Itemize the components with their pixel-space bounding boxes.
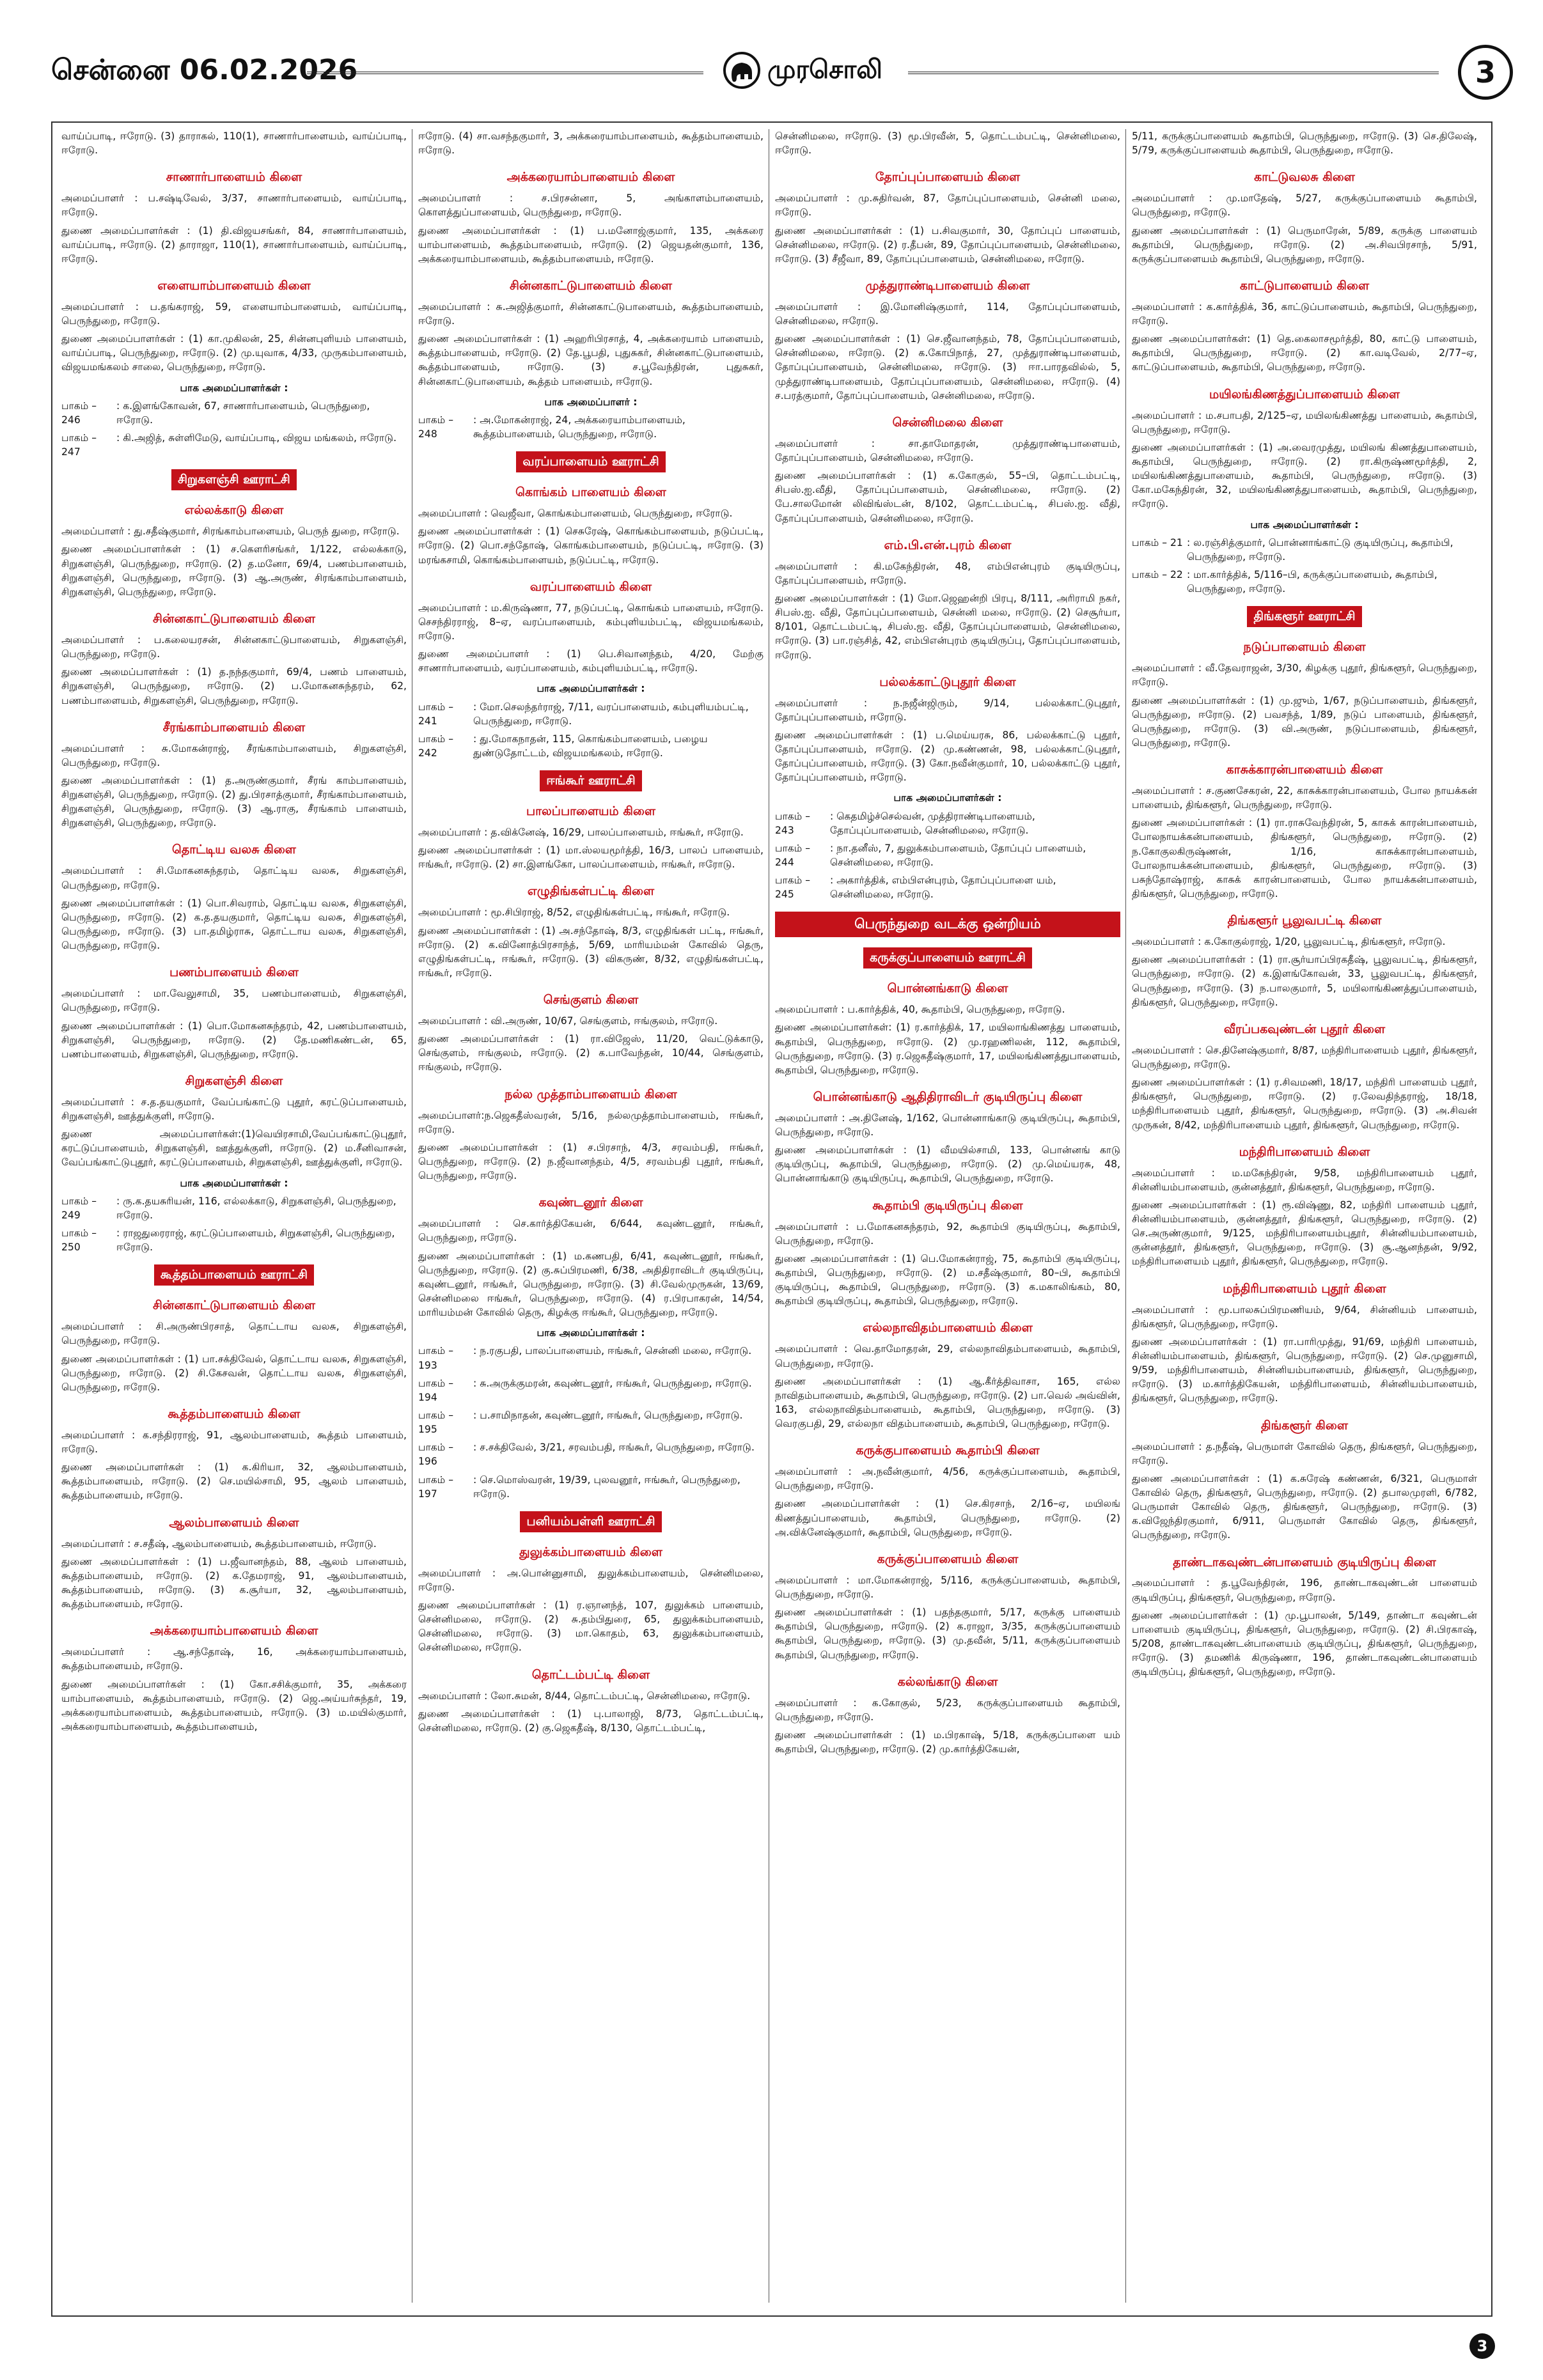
member-entry: துணை அமைப்பாளர்கள் : (1) அ.சந்தோஷ், 8/3, எழுதிங்கள் பட்டி, ஈங்கூர், ஈரோடு. (2) க.வினோத்பிரசாந்த், 5/69, மாரியம்மன் கோவில் தெரு, எழுதிங்கள்பட்டி, ஈங்கூர், ஈரோடு. (3) விகருண், 8/32, எழுதிங்கள்பட்டி, ஈங்கூர், ஈரோடு. [418,924,764,979]
branch-heading: சின்னகாட்டுபாளையம் கிளை [510,278,672,293]
member-entry: அமைப்பாளர் : லோ.சுமன், 8/44, தொட்டம்பட்டி, சென்னிமலை, ஈரோடு. [418,1690,751,1702]
branch-heading: சீரங்காம்பாளையம் கிளை [162,720,306,735]
subheading: பாக அமைப்பாளர்கள் : [537,683,645,695]
member-entry: அமைப்பாளர் : ச.சதீஷ், ஆலம்பாளையம், கூத்தம்பாளையம், ஈரோடு. [61,1537,377,1550]
booth-organizer-entry [418,732,764,760]
branch-heading: நடுப்பாளையம் கிளை [1243,640,1366,655]
branch-heading: எல்லநாவிதம்பாளையம் கிளை [863,1321,1033,1335]
newspaper-name: முரசொலி [767,55,882,84]
booth-organizer-entry [1132,536,1477,564]
member-entry: அமைப்பாளர் : ம.மகேந்திரன், 9/58, மந்திரிபாளையம் புதூர், சின்னியம்பாளையம், குன்னத்தூர், திங்களூர், பெருந்துறை, ஈரோடு. [1132,1167,1477,1193]
member-entry: துணை அமைப்பாளர்கள் : (1) ம.கணபதி, 6/41, கவுண்டனூர், ஈங்கூர், பெருந்துறை, ஈரோடு. (2) கு.சுப்பிரமணி, 6/38, அதிதிராவிடர் குடியிருப்பு, கவுண்டனூர், ஈங்கூர், பெருந்துறை, ஈரோடு. (3) சி.வேல்முருகன், 13/69, சென்னிமலை ஈங்கூர், பெருந்துறை, ஈரோடு. (4) ர.பிரபாகரன், 14/54, மாரியம்மன் கோவில் தெரு, கிழக்கு ஈங்கூர், பெருந்துறை, ஈரோடு. [418,1250,764,1319]
member-entry: அமைப்பாளர் : சி.மோகனசுந்தரம், தொட்டிய வலசு, சிறுகளஞ்சி, பெருந்துறை, ஈரோடு. [61,865,407,891]
member-entry: அமைப்பாளர் : ப.கார்த்திக், 40, கூதாம்பி, பெருந்துறை, ஈரோடு. [775,1004,1065,1016]
branch-heading: தோப்புப்பாளையம் கிளை [875,170,1021,185]
member-entry: சென்னிமலை, ஈரோடு. (3) மூ.பிரவீன், 5, தொட்டம்பட்டி, சென்னிமலை, ஈரோடு. [775,130,1120,157]
member-entry: துணை அமைப்பாளர்கள் : (1) கோ.சசிக்குமார், 35, அக்கரை யாம்பாளையம், கூத்தம்பாளையம், ஈரோடு. (2) ஜெ.அய்யர்சுந்தர், 19, அக்கரையாம்பாளையம், கூத்தம்பாளையம், ஈரோடு. (3) ம.மயில்குமார், அக்கரையாம்பாளையம், கூத்தம்பாளையம், [61,1678,407,1732]
member-entry: துணை அமைப்பாளர்கள் : (1) ம.பிரகாஷ், 5/18, கருக்குப்பாளை யம் கூதாம்பி, பெருந்துறை, ஈரோடு. (2) மு.கார்த்திகேயன், [775,1729,1120,1755]
booth-organizer-text: : க.இளங்கோவன், 67, சாணார்பாளையம், பெருந்துறை, ஈரோடு. [116,400,370,426]
member-entry: அமைப்பாளர் : ப.தங்கராஜ், 59, எளையாம்பாளையம், வாய்ப்பாடி, பெருந்துறை, ஈரோடு. [61,300,407,327]
member-entry: துணை அமைப்பாளர்கள்: (1) ர.கார்த்திக், 17, மயிலாங்கிணத்து பாளையம், கூதாம்பி, பெருந்துறை, ஈரோடு. (2) மு.ரஹணிலன், 112, கூதாம்பி, பெருந்துறை, ஈரோடு. (3) ர.ஜெகதீஷ்குமார், 17, மயிலங்கிணத்துபாளையம், கூதாம்பி, பெருந்துறை, ஈரோடு. [775,1022,1120,1076]
member-entry: அமைப்பாளர் : மா.மோகன்ராஜ், 5/116, கருக்குப்பாளையம், கூதாம்பி, பெருந்துறை, ஈரோடு. [775,1574,1120,1600]
member-entry: துணை அமைப்பாளர்கள் : (1) ப.ஜீவானந்தம், 88, ஆலம் பாளையம், கூத்தம்பாளையம், ஈரோடு. (2) க.தேமராஜ், 91, ஆலம்பாளையம், கூத்தம்பாளையம், ஈரோடு. (3) க.சூர்யா, 32, ஆலம்பாளையம், கூத்தம்பாளையம், ஈரோடு. [61,1555,407,1610]
booth-organizer-entry [418,413,764,441]
branch-heading: கவுண்டனூர் கிளை [538,1195,643,1210]
member-entry: அமைப்பாளர் : ச.பிரசன்னா, 5, அங்காளம்பாளையம், கொளத்துப்பாளையம், பெருந்துறை, ஈரோடு. [418,192,764,219]
booth-organizer-text: : ராஜதுரைராஜ், கரட்டுப்பாளையம், சிறுகளஞ்சி, பெருந்துறை, ஈரோடு. [116,1227,395,1254]
booth-number: பாகம் – 241 [418,701,454,727]
branch-heading: மந்திரிபாளையம் கிளை [1239,1144,1370,1159]
booth-number: பாகம் – 249 [61,1195,97,1221]
branch-heading: பாலப்பாளையம் கிளை [526,804,656,819]
panchayat-banner: திங்களூர் ஊராட்சி [1247,606,1361,627]
branch-heading: கூத்தம்பாளையம் கிளை [168,1406,301,1421]
member-entry: அமைப்பாளர் : க.கார்த்திக், 36, காட்டுப்பாளையம், கூதாம்பி, பெருந்துறை, ஈரோடு. [1132,300,1477,327]
member-entry: துணை அமைப்பாளர்கள் : (1) அஹரிபிரசாத், 4, அக்கரையாம் பாளையம், கூத்தம்பாளையம், ஈரோடு. (2) தே.பூபதி, புதுசுகர், சின்னகாட்டுபாளையம், கூத்தம்பாளையம், ஈரோடு. (3) ச.பூவேந்திரன், புதுசுகர், சின்னகாட்டுபாளையம், கூத்தம் பாளையம், ஈரோடு. [418,333,764,387]
member-entry: அமைப்பாளர் : ச.குணசேகரன், 22, காசுக்காரன்பாளையம், போல நாயக்கன் பாளையம், திங்களூர், பெருந்துறை, ஈரோடு. [1132,785,1477,811]
page-number-badge: 3 [1458,45,1513,100]
member-entry: அமைப்பாளர் : மா.வேலுசாமி, 35, பணம்பாளையம், சிறுகளஞ்சி, பெருந்துறை, ஈரோடு. [61,988,407,1014]
elephant-logo-icon [723,51,761,89]
member-entry: துணை அமைப்பாளர்கள் : (1) க.சுரேஷ் கண்ணன், 6/321, பெருமாள் கோவில் தெரு, திங்களூர், பெருந்துறை, ஈரோடு. (2) தபாலமுரளி, 6/782, பெருமாள் கோவில் தெரு, திங்களூர், பெருந்துறை, ஈரோடு. (3) க.விஜேந்திரகுமார், 6/911, பெருமாள் கோவில் தெரு, திங்களூர், பெருந்துறை, ஈரோடு. [1132,1472,1477,1541]
member-entry: அமைப்பாளர் : வெஜீவா, கொங்கம்பாளையம், பெருந்துறை, ஈரோடு. [418,508,733,520]
member-entry: துணை அமைப்பாளர்கள் : (1) ச.கௌரிசங்கர், 1/122, எல்லக்காடு, சிறுகளஞ்சி, பெருந்துறை, ஈரோடு. (2) த.மனோ, 69/4, பணம்பாளையம், சிறுகளஞ்சி, பெருந்துறை, ஈரோடு. (3) ஆ.அருண், சிரங்காம்பாளையம், சிறுகளஞ்சி, பெருந்துறை, ஈரோடு. [61,543,407,598]
member-entry: துணை அமைப்பாளர்கள் : (1) ரா.பாரிமுத்து, 91/69, மந்திரி பாளையம், சின்னியம்பாளையம், திங்களூர், பெருந்துறை, ஈரோடு. (2) செ.முனுசாமி, 9/59, மந்திரிபாளையம், சின்னியம்பாளையம், திங்களூர், பெருந்துறை, ஈரோடு. (3) ம.கார்த்திகேயன், மந்திரிபாளையம், சின்னியம்பாளையம், திங்களூர், பெருந்துறை, ஈரோடு. [1132,1335,1477,1404]
branch-heading: மயிலங்கிணத்துப்பாளையம் கிளை [1209,387,1400,401]
branch-heading: கொங்கம் பாளையம் கிளை [515,485,666,500]
member-entry: அமைப்பாளர் : க.கோகுல்ராஜ், 1/20, பூலுவபட்டி, திங்களூர், ஈரோடு. [1132,936,1446,948]
branch-heading: தாண்டாகவுண்டன்பாளையம் குடியிருப்பு கிளை [1173,1555,1436,1569]
booth-organizer-text: : சு.அருக்குமரன், கவுண்டனூர், ஈங்கூர், பெருந்துறை, ஈரோடு. [473,1377,752,1389]
column-4 [1132,129,1477,2303]
member-entry: அமைப்பாளர் : மூ.பாலசுப்பிரமணியம், 9/64, சின்னியம் பாளையம், திங்களூர், பெருந்துறை, ஈரோடு. [1132,1303,1477,1330]
branch-heading: காட்டுபாளையம் கிளை [1239,278,1370,293]
member-entry: அமைப்பாளர் : சு.அஜித்குமார், சின்னகாட்டுபாளையம், கூத்தம்பாளையம், ஈரோடு. [418,300,764,327]
member-entry: அமைப்பாளர் : இ.மோனிஷ்குமார், 114, தோப்புப்பாளையம், சென்னிமலை, ஈரோடு. [775,300,1120,327]
member-entry: வாய்ப்பாடி, ஈரோடு. (3) தாராகல், 110(1), சாணார்பாளையம், வாய்ப்பாடி, ஈரோடு. [61,130,407,157]
member-entry: அமைப்பாளர் : சி.அருண்பிரசாத், தொட்டாய வலசு, சிறுகளஞ்சி, பெருந்துறை, ஈரோடு. [61,1321,407,1347]
member-entry: ஈரோடு. (4) சா.வசந்தகுமார், 3, அக்கரையாம்பாளையம், கூத்தம்பாளையம், ஈரோடு. [418,130,764,157]
member-entry: 5/11, கருக்குப்பாளையம் கூதாம்பி, பெருந்துறை, ஈரோடு. (3) செ.திலேஷ், 5/79, கருக்குப்பாளையம் கூதாம்பி, பெருந்துறை, ஈரோடு. [1132,130,1477,157]
booth-number: பாகம் – 22 [1132,569,1183,580]
branch-heading: எல்லக்காடு கிளை [184,503,284,518]
member-entry: அமைப்பாளர் : சா.தாமோதரன், முத்துராண்டிபாளையம், தோப்புப்பாளையம், சென்னிமலை, ஈரோடு. [775,437,1120,464]
branch-heading: வீரப்பகவுண்டன் புதூர் கிளை [1223,1022,1386,1036]
booth-organizer-text: : கி.அஜித், சுள்ளிமேடு, வாய்ப்பாடி, விஜய மங்கலம், ஈரோடு. [116,432,397,444]
member-entry: துணை அமைப்பாளர்கள் : (1) ப.சிவகுமார், 30, தோப்புப் பாளையம், சென்னிமலை, ஈரோடு. (2) ர.தீபன், 89, தோப்புப்பாளையம், சென்னிமலை, ஈரோடு. (3) சீஜீவா, 89, தோப்புப்பாளையம், சென்னிமலை, ஈரோடு. [775,224,1120,265]
booth-organizer-entry [418,1473,764,1501]
member-entry: துணை அமைப்பாளர்கள் : (1) த.அருண்குமார், சீரங் காம்பாளையம், சிறுகளஞ்சி, பெருந்துறை, ஈரோடு. (2) து.பிரசாத்குமார், சீரங்காம்பாளையம், சிறுகளஞ்சி, பெருந்துறை, ஈரோடு. (3) ஆ.ராகு, சீரங்காம் பாளையம், சிறுகளஞ்சி, பெருந்துறை, ஈரோடு. [61,774,407,829]
booth-organizer-entry [61,1194,407,1222]
member-entry: அமைப்பாளர் : ம.சபாபதி, 2/125–ஏ, மயிலங்கிணத்து பாளையம், கூதாம்பி, பெருந்துறை, ஈரோடு. [1132,409,1477,435]
member-entry: துணை அமைப்பாளர்கள் : (1) த.நந்தகுமார், 69/4, பணம் பாளையம், சிறுகளஞ்சி, பெருந்துறை, ஈரோடு. (2) ப.மோகனசுந்தரம், 62, பணம்பாளையம், சிறுகளஞ்சி, பெருந்துறை, ஈரோடு. [61,666,407,706]
member-entry: துணை அமைப்பாளர்கள் : (1) ச.பிரசாந், 4/3, சரவம்பதி, ஈங்கூர், பெருந்துறை, ஈரோடு. (2) ந.ஜீவானந்தம், 4/5, சரவம்பதி புதூர், ஈங்கூர், பெருந்துறை, ஈரோடு. [418,1141,764,1182]
booth-organizer-text: : ப.சாமிநாதன், கவுண்டனூர், ஈங்கூர், பெருந்துறை, ஈரோடு. [473,1409,743,1421]
booth-organizer-entry [61,399,407,427]
member-entry: துணை அமைப்பாளர்கள் : (1) பா.சக்திவேல், தொட்டாய வலசு, சிறுகளஞ்சி, பெருந்துறை, ஈரோடு. (2) சி.கேசவன், தொட்டாய வலசு, சிறுகளஞ்சி, பெருந்துறை, ஈரோடு. [61,1353,407,1393]
booth-number: பாகம் – 243 [775,810,811,836]
booth-organizer-text: : ல.ரஞ்சித்குமார், பொன்னாங்காட்டு குடியிருப்பு, கூதாம்பி, பெருந்துறை, ஈரோடு. [1187,536,1453,563]
branch-heading: திங்களூர் பூலுவபட்டி கிளை [1227,914,1382,928]
branch-heading: தொட்டம்பட்டி கிளை [531,1667,650,1682]
member-entry: துணை அமைப்பாளர்கள் : (1) பதந்தகுமார், 5/17, கருக்கு பாளையம் கூதாம்பி, பெருந்துறை, ஈரோடு. (2) க.ராஜா, 3/35, கருக்குப்பாளையம் கூதாம்பி, பெருந்துறை, ஈரோடு. (3) மு.தவீன், 5/11, கருக்குப்பாளையம் கூதாம்பி, பெருந்துறை, ஈரோடு. [775,1606,1120,1661]
branch-heading: கருக்குபாளையம் கூதாம்பி கிளை [856,1443,1040,1458]
member-entry: அமைப்பாளர்:ந.ஜெகதீஸ்வரன், 5/16, நல்லமுத்தாம்பாளையம், ஈங்கூர், ஈரோடு. [418,1109,764,1135]
member-entry: அமைப்பாளர் : அ.பொன்னுசாமி, துலுக்கம்பாளையம், சென்னிமலை, ஈரோடு. [418,1567,764,1593]
branch-heading: செங்குளம் கிளை [543,993,639,1007]
member-entry: அமைப்பாளர் : த.நதீஷ், பெருமாள் கோவில் தெரு, திங்களூர், பெருந்துறை, ஈரோடு. [1132,1440,1477,1466]
booth-number: பாகம் – 193 [418,1345,454,1371]
booth-organizer-text: : கெதமிழ்ச்செல்வன், முத்திராண்டிபாளையம், தோப்புப்பாளையம், சென்னிமலை, ஈரோடு. [830,810,1035,836]
panchayat-banner: ஈங்கூர் ஊராட்சி [540,770,641,791]
column-2 [418,129,764,2303]
branch-heading: சின்னகாட்டுபாளையம் கிளை [153,1298,315,1313]
member-entry: அமைப்பாளர் : சு.மோகன்ராஜ், சீரங்காம்பாளையம், சிறுகளஞ்சி, பெருந்துறை, ஈரோடு. [61,742,407,768]
subheading: பாக அமைப்பாளர்கள் : [537,1327,645,1339]
member-entry: துணை அமைப்பாளர்கள் : (1) மு.பூபாலன், 5/149, தாண்டா கவுண்டன் பாளையம் குடியிருப்பு, திங்களூர், பெருந்துறை, ஈரோடு. (2) சி.பிரகாஷ், 5/208, தாண்டாகவுண்டன்பாளையம் குடியிருப்பு, திங்களூர், பெருந்துறை, ஈரோடு. (3) தமணிக் கிருஷ்ணா, 196, தாண்டாகவுண்டன்பாளையம் குடியிருப்பு, திங்களூர், பெருந்துறை, ஈரோடு. [1132,1609,1477,1678]
branch-heading: திங்களூர் கிளை [1260,1418,1349,1433]
booth-organizer-entry [775,873,1120,901]
page-body [51,121,1492,2317]
member-entry: அமைப்பாளர் : ந.நஜீன்ஜிரும், 9/14, பல்லக்காட்டுபுதூர், தோப்புப்பாளையம், ஈரோடு. [775,697,1120,723]
member-entry: துணை அமைப்பாளர்கள் : (1) பொ.சிவராம், தொட்டிய வலசு, சிறுகளஞ்சி, பெருந்துறை, ஈரோடு. (2) க.த.தயகுமார், தொட்டிய வலசு, சிறுகளஞ்சி, பெருந்துறை, ஈரோடு. (3) பா.தமிழ்ராசு, தொட்டாய வலசு, சிறுகளஞ்சி, பெருந்துறை, ஈரோடு. [61,897,407,952]
branch-heading: சென்னிமலை கிளை [892,415,1003,430]
branch-heading: பல்லக்காட்டுபுதூர் கிளை [879,674,1016,689]
footer-page-number: 3 [1469,2333,1495,2359]
member-entry: அமைப்பாளர் : மூ.சிபிராஜ், 8/52, எழுதிங்கள்பட்டி, ஈங்கூர், ஈரோடு. [418,906,730,919]
booth-organizer-text: : ந.ரகுபதி, பாலப்பாளையம், ஈங்கூர், சென்னி மலை, ஈரோடு. [473,1345,752,1357]
member-entry: அமைப்பாளர் : செ.தினேஷ்குமார், 8/87, மந்திரிபாளையம் புதூர், திங்களூர், பெருந்துறை, ஈரோடு. [1132,1044,1477,1070]
booth-organizer-entry [61,431,407,459]
member-entry: துணை அமைப்பாளர்கள்:(1)வெயிரசாமி,வேப்பங்காட்டுபுதூர், கரட்டுப்பாளையம், சிறுகளஞ்சி, ஊத்துக்குளி, ஈரோடு. (2) ம.சீனிவாசன், வேப்பங்காட்டுபுதூர், கரட்டுப்பாளையம், சிறுகளஞ்சி, ஊத்துக்குளி, ஈரோடு. [61,1128,407,1169]
panchayat-banner: கூத்தம்பாளையம் ஊராட்சி [154,1264,314,1286]
branch-heading: கருக்குப்பாளையம் கிளை [877,1552,1019,1566]
member-entry: துணை அமைப்பாளர்கள் : (1) பெ.மோகன்ராஜ், 75, கூதாம்பி குடியிருப்பு, கூதாம்பி, பெருந்துறை, ஈரோடு. (2) ம.சதீஷ்குமார், 80–பி, கூதாம்பி குடியிருப்பு, கூதாம்பி, பெருந்துறை, ஈரோடு. (3) க.மகாலிங்கம், 80, கூதாம்பி குடியிருப்பு, கூதாம்பி, பெருந்துறை, ஈரோடு. [775,1252,1120,1307]
column-divider [1125,129,1126,2303]
member-entry: அமைப்பாளர் : து.சதீஷ்குமார், சிரங்காம்பாளையம், பெருந் துறை, ஈரோடு. [61,525,400,538]
booth-number: பாகம் – 195 [418,1409,454,1436]
branch-heading: சாணார்பாளையம் கிளை [166,170,302,185]
branch-heading: சின்னகாட்டுபாளையம் கிளை [153,611,315,626]
member-entry: அமைப்பாளர் : ப.கலையரசன், சின்னகாட்டுபாளையம், சிறுகளஞ்சி, பெருந்துறை, ஈரோடு. [61,634,407,660]
member-entry: அமைப்பாளர் : அ.நவீன்குமார், 4/56, கருக்குப்பாளையம், கூதாம்பி, பெருந்துறை, ஈரோடு. [775,1466,1120,1492]
member-entry: அமைப்பாளர் : க.சந்திரராஜ், 91, ஆலம்பாளையம், கூத்தம் பாளையம், ஈரோடு. [61,1429,407,1456]
subheading: பாக அமைப்பாளர்கள் : [1250,518,1359,531]
member-entry: துணை அமைப்பாளர்கள் : (1) மா.ஸ்லயமூர்த்தி, 16/3, பாலப் பாளையம், ஈங்கூர், ஈரோடு. (2) சா.இளங்கோ, பாலப்பாளையம், ஈங்கூர், ஈரோடு. [418,844,764,871]
branch-heading: கல்லங்காடு கிளை [897,1674,998,1689]
member-entry: துணை அமைப்பாளர்கள் : (1) அ.வைரமுத்து, மயிலங் கிணத்துபாளையம், கூதாம்பி, பெருந்துறை, ஈரோடு. (2) ரா.கிருஷ்ணமூர்த்தி, 2, மயிலங்கிணத்துபாளையம், கூதாம்பி, பெருந்துறை, ஈரோடு. (3) கோ.மகேந்திரன், 32, மயிலங்கிணத்துபாளையம், கூதாம்பி, பெருந்துறை, ஈரோடு. [1132,441,1477,510]
member-entry: அமைப்பாளர் : க.கோகுல், 5/23, கருக்குப்பாளையம் கூதாம்பி, பெருந்துறை, ஈரோடு. [775,1697,1120,1723]
member-entry: துணை அமைப்பாளர்கள் : (1) வீமயில்சாமி, 133, பொன்னங் காடு குடியிருப்பு, கூதாம்பி, பெருந்துறை, ஈரோடு. (2) மு.மெய்யரசு, 48, பொன்னாங்காடு குடியிருப்பு, கூதாம்பி, பெருந்துறை, ஈரோடு. [775,1144,1120,1185]
member-entry: அமைப்பாளர் : வி.அருண், 10/67, செங்குளம், ஈங்குலம், ஈரோடு. [418,1015,718,1027]
booth-number: பாகம் – 21 [1132,536,1183,548]
member-entry: துணை அமைப்பாளர்கள் : (1) ஆ.கீர்த்திவாசா, 165, எல்ல நாவிதம்பாளையம், கூதாம்பி, பெருந்துறை, ஈரோடு. (2) பா.வெல் அவ்வின், 163, எல்லநாவிதம்பாளையம், கூதாம்பி, பெருந்துறை, ஈரோடு. (3) வெரகுபதி, 29, எல்லநா விதம்பாளையம், கூதாம்பி, பெருந்துறை, ஈரோடு. [775,1375,1120,1430]
branch-heading: மந்திரிபாளையம் புதூர் கிளை [1223,1281,1386,1296]
member-entry: அமைப்பாளர் : ப.சஷ்டிவேல், 3/37, சாணார்பாளையம், வாய்ப்பாடி, ஈரோடு. [61,192,407,219]
member-entry: அமைப்பாளர் : வீ.தேவராஜன், 3/30, கிழக்கு புதூர், திங்களூர், பெருந்துறை, ஈரோடு. [1132,662,1477,688]
member-entry: துணை அமைப்பாளர்கள் : (1) செ.கிரசாந், 2/16–ஏ, மயிலங் கிணத்துப்பாளையம், கூதாம்பி, பெருந்துறை, ஈரோடு. (2) அ.விக்னேஷ்குமார், கூதாம்பி, பெருந்துறை, ஈரோடு. [775,1498,1120,1538]
member-entry: துணை அமைப்பாளர்கள் : (1) ப.மெய்யரசு, 86, பல்லக்காட்டு புதூர், தோப்புப்பாளையம், ஈரோடு. (2) மு.கண்ணன், 98, பல்லக்காட்டுபுதூர், தோப்புப்பாளையம், ஈரோடு. (3) கோ.நவீன்குமார், 10, பல்லக்காட்டு புதூர், தோப்புப்பாளையம், ஈரோடு. [775,729,1120,784]
branch-heading: சிறுகளஞ்சி கிளை [185,1073,283,1088]
member-entry: அமைப்பாளர் : மு.சுதிர்வன், 87, தோப்புப்பாளையம், சென்னி மலை, ஈரோடு. [775,192,1120,219]
member-entry: துணை அமைப்பாளர்கள் : (1) ர.ஞானந்த், 107, துலுக்கம் பாளையம், சென்னிமலை, ஈரோடு. (2) சு.தம்பிதுரை, 65, துலுக்கம்பாளையம், சென்னிமலை, ஈரோடு. (3) மா.கொதம், 63, துலுக்கம்பாளையம், சென்னிமலை, ஈரோடு. [418,1599,764,1654]
booth-number: பாகம் – 248 [418,414,454,440]
member-entry: துணை அமைப்பாளர்கள் : (1) தி.விஜயசங்கர், 84, சாணார்பாளையம், வாய்ப்பாடி, ஈரோடு. (2) தாராஜா, 110(1), சாணார்பாளையம், வாய்ப்பாடி, ஈரோடு. [61,224,407,265]
member-entry: துணை அமைப்பாளர்கள் : (1) ரா.ராசுவேந்திரன், 5, காசுக் காரன்பாளையம், போலநாயக்கன்பாளையம், திங்களூர், பெருந்துறை, ஈரோடு. (2) ந.கோகுலகிருஷ்ணன், 1/16, காசுக்காரன்பாளையம், போலநாயக்கன்பாளையம், திங்களூர், பெருந்துறை, ஈரோடு. (3) பசுந்தோஷ்ராஜ், காசுக் காரன்பாளையம், போல நாயக்கன்பாளையம், திங்களூர், பெருந்துறை, ஈரோடு. [1132,817,1477,900]
booth-organizer-entry [418,1376,764,1404]
masthead-rule-left [307,72,703,74]
member-entry: துணை அமைப்பாளர்கள் : (1) ரூ.விஷ்ணு, 82, மந்திரி பாளையம் புதூர், சின்னியம்பாளையம், குன்னத்தூர், திங்களூர், பெருந்துறை, ஈரோடு. (2) செ.அருண்குமார், 9/125, மந்திரிபாளையம்புதூர், சின்னியம்பாளையம், குன்னத்தூர், திங்களூர், பெருந்துறை, ஈரோடு. (3) சூ.ஆனந்தன், 9/92, மந்திரிபாளையம் புதூர், திங்களூர், பெருந்துறை, ஈரோடு. [1132,1199,1477,1268]
member-entry: அமைப்பாளர் : ம.கிருஷ்ணா, 77, நடுப்பட்டி, கொங்கம் பாளையம், ஈரோடு. செசந்திரராஜ், 8–ஏ, வரப்பாளையம், கம்புளியம்பட்டி, விஜயமங்கலம், ஈரோடு. [418,602,764,642]
booth-number: பாகம் – 197 [418,1474,454,1500]
branch-heading: எளையாம்பாளையம் கிளை [157,278,311,293]
booth-organizer-entry [775,841,1120,869]
subheading: பாக அமைப்பாளர்கள் : [180,1177,288,1189]
member-entry: துணை அமைப்பாளர்கள் : (1) கா.முகிலன், 25, சின்னபுளியம் பாளையம், வாய்ப்பாடி, பெருந்துறை, ஈரோடு. (2) மு.யுவாக, 4/33, முருகம்பாளையம், விஜயமங்கலம் சாலை, பெருந்துறை, ஈரோடு. [61,333,407,373]
member-entry: துணை அமைப்பாளர் : (1) பெ.சிவானந்தம், 4/20, மேற்கு சாணார்பாளையம், வரப்பாளையம், கம்புளியம்பட்டி, ஈரோடு. [418,648,764,674]
branch-heading: ஆலம்பாளையம் கிளை [169,1515,299,1530]
branch-heading: துலுக்கம்பாளையம் கிளை [519,1544,662,1559]
branch-heading: பொன்னங்காடு கிளை [887,981,1008,996]
member-entry: அமைப்பாளர் : அ.தினேஷ், 1/162, பொன்னாங்காடு குடியிருப்பு, கூதாம்பி, பெருந்துறை, ஈரோடு. [775,1112,1120,1139]
member-entry: அமைப்பாளர் : வெ.தாமோதரன், 29, எல்லநாவிதம்பாளையம், கூதாம்பி, பெருந்துறை, ஈரோடு. [775,1343,1120,1369]
member-entry: அமைப்பாளர் : த.பூவேந்திரன், 196, தாண்டாகவுண்டன் பாளையம் குடியிருப்பு, திங்களூர், பெருந்துறை, ஈரோடு. [1132,1577,1477,1603]
member-entry: துணை அமைப்பாளர்கள் : (1) செசுரேஷ், கொங்கம்பாளையம், நடுப்பட்டி, ஈரோடு. (2) பொ.சந்தோஷ், கொங்கம்பாளையம், நடுப்பட்டி, ஈரோடு. (3) மரங்கசாமி, கொங்கம்பாளையம், நடுப்பட்டி, ஈரோடு. [418,525,764,566]
member-entry: துணை அமைப்பாளர்கள் : (1) பொ.மோகனசுந்தரம், 42, பணம்பாளையம், சிறுகளஞ்சி, பெருந்துறை, ஈரோடு. (2) தே.மணிகண்டன், 65, பணம்பாளையம், சிறுகளஞ்சி, பெருந்துறை, ஈரோடு. [61,1020,407,1060]
panchayat-banner: பனியம்பள்ளி ஊராட்சி [520,1511,661,1532]
booth-organizer-text: : அகார்த்திக், எம்பிஎன்புரம், தோப்புப்பாளை யம், சென்னிமலை, ஈரோடு. [830,875,1056,901]
branch-heading: எம்.பி.என்.புரம் கிளை [884,538,1012,552]
booth-organizer-text: : அ.மோகன்ராஜ், 24, அக்கரையாம்பாளையம், கூத்தம்பாளையம், பெருந்துறை, ஈரோடு. [473,414,685,440]
panchayat-banner: கருக்குப்பாளையம் ஊராட்சி [863,947,1032,968]
booth-number: பாகம் – 242 [418,733,454,759]
member-entry: துணை அமைப்பாளர்கள்: (1) தெ.கைலாசமூர்த்தி, 80, காட்டு பாளையம், கூதாம்பி, பெருந்துறை, ஈரோடு. (2) கா.வடிவேல், 2/77–ஏ, காட்டுப்பாளையம், கூதாம்பி, பெருந்துறை, ஈரோடு. [1132,333,1477,373]
member-entry: அமைப்பாளர் : ப.மோகனசுந்தரம், 92, கூதாம்பி குடியிருப்பு, கூதாம்பி, பெருந்துறை, ஈரோடு. [775,1220,1120,1247]
booth-organizer-text: : மா.கார்த்திக், 5/116–பி, கருக்குப்பாளையம், கூதாம்பி, பெருந்துறை, ஈரோடு. [1187,569,1437,595]
member-entry: துணை அமைப்பாளர்கள் : (1) க.கிரியா, 32, ஆலம்பாளையம், கூத்தம்பாளையம், ஈரோடு. (2) செ.மயில்சாமி, 95, ஆலம் பாளையம், கூத்தம்பாளையம், ஈரோடு. [61,1461,407,1502]
branch-heading: முத்துராண்டிபாளையம் கிளை [865,278,1030,293]
member-entry: துணை அமைப்பாளர்கள் : (1) ப.மனோஜ்குமார், 135, அக்கரை யாம்பாளையம், கூத்தம்பாளையம், ஈரோடு. (2) ஜெயதன்குமார், 136, அக்கரையாம்பாளையம், கூத்தம்பாளையம், ஈரோடு. [418,224,764,265]
booth-number: பாகம் – 244 [775,842,811,869]
member-entry: அமைப்பாளர் : செ.கார்த்திகேயன், 6/644, கவுண்டனூர், ஈங்கூர், பெருந்துறை, ஈரோடு. [418,1218,764,1244]
member-entry: துணை அமைப்பாளர்கள் : (1) மு.ஜும், 1/67, நடுப்பாளையம், திங்களூர், பெருந்துறை, ஈரோடு. (2) பவசந்த், 1/89, நடுப் பாளையம், திங்களூர், பெருந்துறை, ஈரோடு. (3) வி.அருண், நடுப்பாளையம், திங்களூர், பெருந்துறை, ஈரோடு. [1132,694,1477,749]
booth-organizer-entry [775,809,1120,837]
booth-organizer-entry [418,1408,764,1436]
booth-organizer-text: : து.மோகநாதன், 115, கொங்கம்பாளையம், பழைய துண்டுதோட்டம், விஜயமங்கலம், ஈரோடு. [473,733,708,759]
member-entry: துணை அமைப்பாளர்கள் : (1) ரா.சூர்யாப்பிரகதீஷ், பூலுவபட்டி, திங்களூர், பெருந்துறை, ஈரோடு. (2) க.இளங்கோவன், 33, பூலுவபட்டி, திங்களூர், பெருந்துறை, ஈரோடு. (3) ந.பாலகுமார், 5, மயிலாங்கிணத்துப்பாளையம், திங்களூர், பெருந்துறை, ஈரோடு. [1132,954,1477,1008]
branch-heading: பொன்னங்காடு ஆதிதிராவிடர் குடியிருப்பு கிளை [813,1089,1083,1104]
branch-heading: அக்கரையாம்பாளையம் கிளை [506,170,675,185]
edition-date: சென்னை 06.02.2026 [51,54,358,86]
booth-number: பாகம் – 245 [775,875,811,901]
panchayat-banner: வரப்பாளையம் ஊராட்சி [516,451,665,472]
member-entry: துணை அமைப்பாளர்கள் : (1) க.கோகுல், 55–பி, தொட்டம்பட்டி, சிபஸ்.ஐ.வீதி, தோப்புப்பாளையம், சென்னிமலை, ஈரோடு. (2) பே.சாலமோன் லிவிங்ஸ்டன், 8/102, தொட்டம்பட்டி, சிபஸ்.ஐ. வீதி, தோப்புப்பாளையம், சென்னிமலை, ஈரோடு. [775,470,1120,524]
booth-organizer-entry [418,1344,764,1372]
booth-number: பாகம் – 246 [61,400,97,426]
member-entry: துணை அமைப்பாளர்கள் : (1) ர.சிவமணி, 18/17, மந்திரி பாளையம் புதூர், திங்களூர், பெருந்துறை, ஈரோடு. (2) ர.லேவதிந்தராஜ், 18/18, மந்திரிபாளையம் புதூர், திங்களூர், பெருந்துறை, ஈரோடு. (3) அ.சிவன் முருகன், 8/42, மந்திரிபாளையம் புதூர், திங்களூர், பெருந்துறை, ஈரோடு. [1132,1077,1477,1131]
booth-organizer-entry [1132,568,1477,596]
branch-heading: காட்டுவலசு கிளை [1254,170,1355,185]
member-entry: அமைப்பாளர் : மு.மாதேஷ், 5/27, கருக்குப்பாளையம் கூதாம்பி, பெருந்துறை, ஈரோடு. [1132,192,1477,219]
union-banner: பெருந்துறை வடக்கு ஒன்றியம் [775,912,1120,937]
branch-heading: காசுக்காரன்பாளையம் கிளை [1226,763,1383,777]
booth-organizer-entry [418,700,764,728]
member-entry: துணை அமைப்பாளர்கள் : (1) செ.ஜீவானந்தம், 78, தோப்புப்பாளையம், சென்னிமலை, ஈரோடு. (2) க.கோபிநாத், 27, முத்துராண்டிபாளையம், தோப்புப்பாளையம், சென்னிமலை, ஈரோடு. (3) ஈா.பாரதவில்ல், 5, முத்துராண்டிபாளையம், தோப்புப்பாளையம், சென்னிமலை, ஈரோடு. (4) ச.பரத்குமார், தோப்புப்பாளையம், சென்னிமலை, ஈரோடு. [775,333,1120,401]
booth-number: பாகம் – 247 [61,432,97,458]
booth-number: பாகம் – 196 [418,1442,454,1468]
member-entry: துணை அமைப்பாளர்கள் : (1) மோ.ஜெஹன்றி பிரபு, 8/111, அரிராமி நகர், சிபஸ்.ஐ. வீதி, தோப்புப்பாளையம், சென்னி மலை, ஈரோடு. (2) செசூர்யா, 8/101, தொட்டம்பட்டி, சிபஸ்.ஐ. வீதி, தோப்புப்பாளையம், சென்னிமலை, ஈரோடு. (3) பா.ரஞ்சித், 42, எம்பிஎன்புரம் குடியிருப்பு, தோப்புப்பாளையம், ஈரோடு. [775,592,1120,661]
member-entry: துணை அமைப்பாளர்கள் : (1) ரா.விஜேஸ், 11/20, வெட்டுக்காடு, செங்குளம், ஈங்குலம், ஈரோடு. (2) க.பாவேந்தன், 10/44, செங்குளம், ஈங்குலம், ஈரோடு. [418,1033,764,1073]
subheading: பாக அமைப்பாளர்கள் : [893,792,1002,804]
member-entry: அமைப்பாளர் : கி.மகேந்திரன், 48, எம்பிஎன்புரம் குடியிருப்பு, தோப்புப்பாளையம், ஈரோடு. [775,560,1120,586]
booth-organizer-text: : மோ.செலந்தர்ராஜ், 7/11, வரப்பாளையம், கம்புளியம்பட்டி, பெருந்துறை, ஈரோடு. [473,701,749,727]
branch-heading: பணம்பாளையம் கிளை [169,965,299,980]
booth-number: பாகம் – 194 [418,1377,454,1403]
booth-organizer-text: : ச.சக்திவேல், 3/21, சரவம்பதி, ஈங்கூர், பெருந்துறை, ஈரோடு. [473,1442,755,1454]
branch-heading: எழுதிங்கள்பட்டி கிளை [527,884,655,899]
booth-organizer-text: : செ.மொஸ்வரன், 19/39, புலவனூர், ஈங்கூர், பெருந்துறை, ஈரோடு. [473,1474,740,1500]
masthead-rule-right [908,72,1439,74]
booth-organizer-entry [418,1440,764,1468]
member-entry: அமைப்பாளர் : த.விக்னேஷ், 16/29, பாலப்பாளையம், ஈங்கூர், ஈரோடு. [418,827,744,838]
branch-heading: வரப்பாளையம் கிளை [529,579,652,594]
panchayat-banner: சிறுகளஞ்சி ஊராட்சி [171,469,297,490]
branch-heading: அக்கரையாம்பாளையம் கிளை [150,1624,318,1638]
booth-organizer-text: : ரு.க.தயசுரியன், 116, எல்லக்காடு, சிறுகளஞ்சி, பெருந்துறை, ஈரோடு. [116,1195,396,1221]
branch-heading: நல்ல முத்தாம்பாளையம் கிளை [505,1087,677,1101]
member-entry: அமைப்பாளர் : ச.த.தயகுமார், வேப்பங்காட்டு புதூர், கரட்டுப்பாளையம், சிறுகளஞ்சி, ஊத்துக்குளி, ஈரோடு. [61,1096,407,1123]
member-entry: துணை அமைப்பாளர்கள் : (1) பெருமாரேன், 5/89, கருக்கு பாளையம் கூதாம்பி, பெருந்துறை, ஈரோடு. (2) அ.சிவபிரசாந், 5/91, கருக்குப்பாளையம் கூதாம்பி, பெருந்துறை, ஈரோடு. [1132,224,1477,265]
subheading: பாக அமைப்பாளர்கள் : [180,382,288,394]
column-3 [775,129,1120,2303]
column-1 [61,129,407,2303]
booth-number: பாகம் – 250 [61,1227,97,1254]
subheading: பாக அமைப்பாளர் : [544,396,638,408]
member-entry: அமைப்பாளர் : ஆ.சந்தோஷ், 16, அக்கரையாம்பாளையம், கூத்தம்பாளையம், ஈரோடு. [61,1646,407,1672]
masthead [26,45,1517,102]
booth-organizer-text: : நா.தனீஸ், 7, துலுக்கம்பாளையம், தோப்புப் பாளையம், சென்னிமலை, ஈரோடு. [830,842,1086,869]
member-entry: துணை அமைப்பாளர்கள் : (1) பு.பாலாஜி, 8/73, தொட்டம்பட்டி, சென்னிமலை, ஈரோடு. (2) கு.ஜெகதீஷ், 8/130, தொட்டம்பட்டி, [418,1707,764,1734]
branch-heading: கூதாம்பி குடியிருப்பு கிளை [872,1198,1023,1213]
branch-heading: தொட்டிய வலசு கிளை [172,843,296,857]
booth-organizer-entry [61,1226,407,1254]
